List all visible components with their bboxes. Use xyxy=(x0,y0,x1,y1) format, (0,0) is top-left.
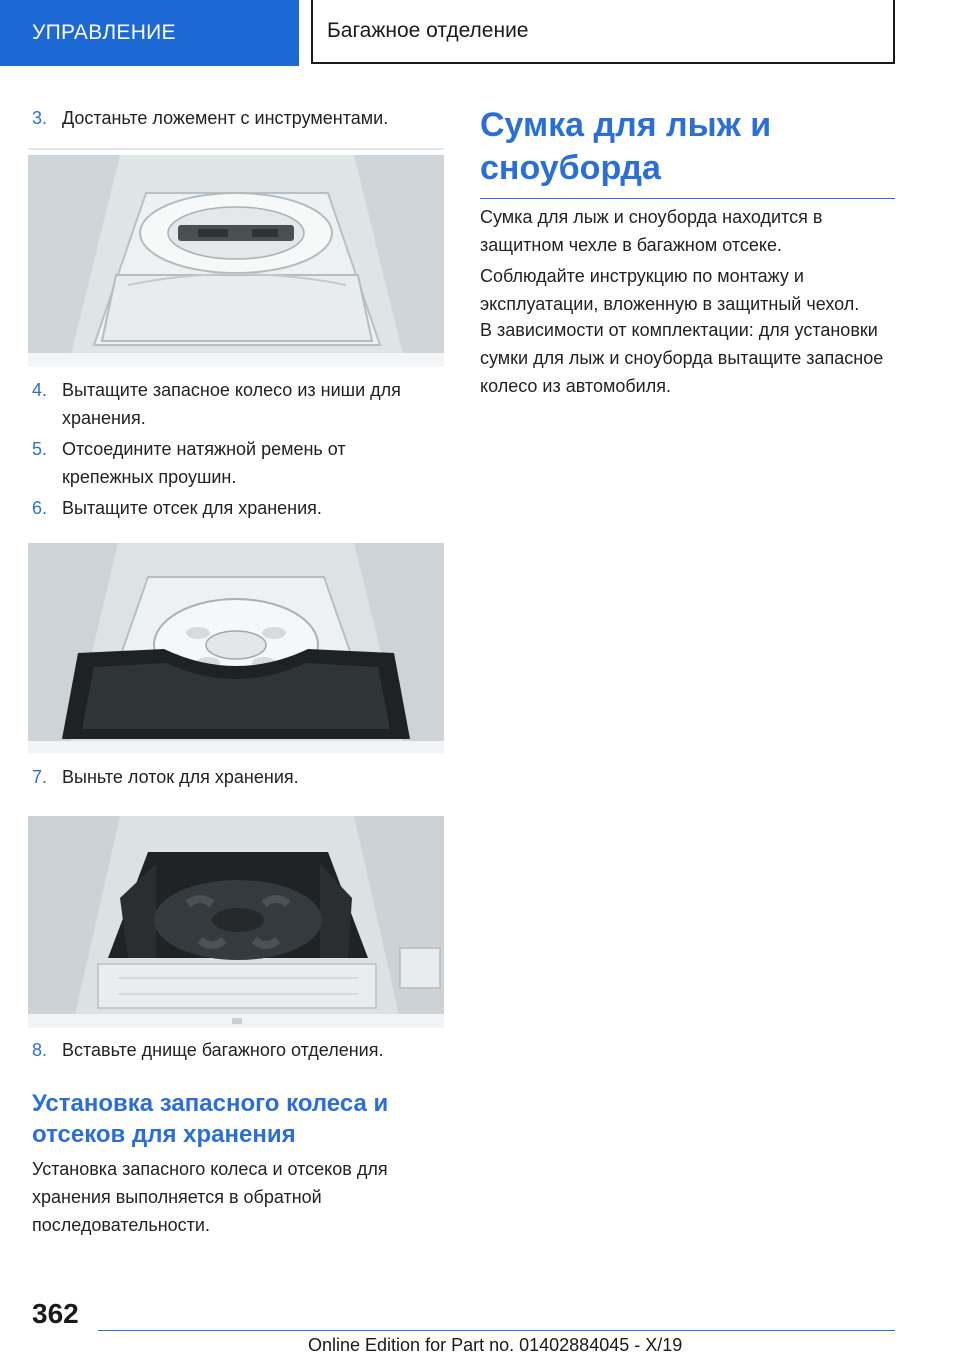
paragraph-1: Сумка для лыж и сноуборда находится в защитном чехле в багажном отсеке. xyxy=(480,207,823,255)
step-number: 3. xyxy=(32,108,48,128)
trunk-illustration-2 xyxy=(28,533,444,753)
step-text: Достаньте ложемент с инструментами. xyxy=(62,108,389,128)
section-tab xyxy=(0,0,299,66)
chapter-header xyxy=(311,0,895,64)
chapter-title: Багажное отделение xyxy=(327,19,529,42)
step-text: Вытащите запасное колесо из ниши для хранения. xyxy=(62,380,401,428)
paragraph-3: В зависимости от комплектации: для установки сумки для лыж и сноуборда вытащите запасное колесо из автомобиля. xyxy=(480,320,884,396)
page-heading-ski-bag: Сумка для лыж и сноуборда xyxy=(480,104,895,199)
paragraph-2: Соблюдайте инструкцию по монтажу и эксплуатации, вложенную в защитный чехол. xyxy=(480,266,860,314)
step-text: Выньте лоток для хранения. xyxy=(62,767,299,787)
figure-trunk-tool-tray xyxy=(28,145,444,367)
footer-edition: Online Edition for Part no. 01402884045 - X/19 xyxy=(308,1335,683,1355)
step-text: Вытащите отсек для хранения. xyxy=(62,498,322,518)
step-number: 8. xyxy=(32,1040,48,1060)
step-number: 7. xyxy=(32,767,48,787)
step-text: Отсоедините натяжной ремень от крепежных проушин. xyxy=(62,439,346,487)
section-title: УПРАВЛЕНИЕ xyxy=(32,21,176,44)
page-number: 362 xyxy=(32,1298,79,1329)
figure-spare-wheel xyxy=(28,533,444,753)
section-heading-reinstall: Установка запасного колеса и отсеков для хранения xyxy=(32,1090,389,1148)
step-text: Вставьте днище багажного отделения. xyxy=(62,1040,384,1060)
step-number: 4. xyxy=(32,380,48,400)
figure-storage-tray xyxy=(28,808,444,1028)
step-number: 6. xyxy=(32,498,48,518)
trunk-illustration-3 xyxy=(28,808,444,1028)
step-number: 5. xyxy=(32,439,48,459)
trunk-illustration-1 xyxy=(28,145,444,367)
section-text-reinstall: Установка запасного колеса и отсеков для хранения выполняется в обратной последовательности. xyxy=(32,1159,388,1235)
